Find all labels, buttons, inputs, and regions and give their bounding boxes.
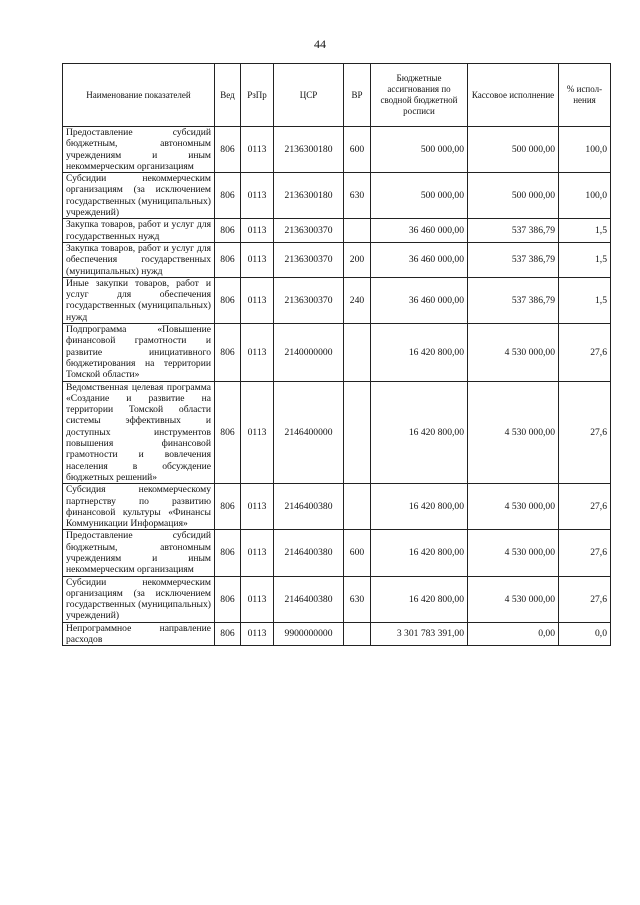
cell-csr: 2146400380: [274, 576, 344, 622]
cell-cash: 500 000,00: [468, 173, 559, 219]
cell-percent: 1,5: [559, 242, 611, 277]
cell-csr: 2146400000: [274, 381, 344, 484]
cell-vr: 240: [344, 277, 371, 323]
cell-csr: 2146400380: [274, 530, 344, 576]
cell-rzpr: 0113: [241, 242, 274, 277]
cell-percent: 27,6: [559, 530, 611, 576]
cell-cash: 537 386,79: [468, 219, 559, 243]
cell-percent: 100,0: [559, 127, 611, 173]
cell-csr: 2146400380: [274, 484, 344, 530]
cell-name: Непрограммное направление расходов: [63, 622, 215, 646]
cell-rzpr: 0113: [241, 622, 274, 646]
cell-percent: 27,6: [559, 484, 611, 530]
cell-budget: 500 000,00: [371, 173, 468, 219]
cell-rzpr: 0113: [241, 484, 274, 530]
table-header-row: [63, 64, 611, 127]
table-row: [63, 530, 611, 576]
cell-budget: 16 420 800,00: [371, 484, 468, 530]
cell-budget: 16 420 800,00: [371, 381, 468, 484]
cell-budget: 16 420 800,00: [371, 576, 468, 622]
cell-name: Предоставление субсидий бюджетным, автономным учреждениям и иным некоммерческим организациям: [63, 127, 215, 173]
cell-percent: 1,5: [559, 277, 611, 323]
cell-csr: 2136300180: [274, 127, 344, 173]
cell-cash: 500 000,00: [468, 127, 559, 173]
cell-budget: 500 000,00: [371, 127, 468, 173]
table-row: [63, 622, 611, 646]
cell-rzpr: 0113: [241, 381, 274, 484]
cell-percent: 1,5: [559, 219, 611, 243]
cell-percent: 27,6: [559, 576, 611, 622]
cell-rzpr: 0113: [241, 530, 274, 576]
cell-name: Субсидия некоммерческому партнерству по развитию финансовой культуры «Финансы Коммуникации Информация»: [63, 484, 215, 530]
cell-rzpr: 0113: [241, 127, 274, 173]
cell-name: Подпрограмма «Повышение финансовой грамотности и развитие инициативного бюджетирования на территории Томской области»: [63, 324, 215, 381]
header-rzpr: РзПр: [241, 64, 274, 127]
cell-ved: 806: [215, 219, 241, 243]
cell-csr: 2136300370: [274, 219, 344, 243]
table-row: [63, 381, 611, 484]
header-budget: Бюджетные ассигнования по сводной бюджетной росписи: [371, 64, 468, 127]
cell-ved: 806: [215, 242, 241, 277]
cell-cash: 537 386,79: [468, 277, 559, 323]
cell-rzpr: 0113: [241, 576, 274, 622]
cell-csr: 9900000000: [274, 622, 344, 646]
cell-name: Закупка товаров, работ и услуг для обеспечения государственных (муниципальных) нужд: [63, 242, 215, 277]
cell-percent: 27,6: [559, 324, 611, 381]
cell-rzpr: 0113: [241, 219, 274, 243]
cell-vr: [344, 484, 371, 530]
cell-budget: 36 460 000,00: [371, 277, 468, 323]
table-row: [63, 277, 611, 323]
cell-ved: 806: [215, 484, 241, 530]
cell-name: Закупка товаров, работ и услуг для государственных нужд: [63, 219, 215, 243]
cell-vr: 600: [344, 530, 371, 576]
table-row: [63, 127, 611, 173]
cell-ved: 806: [215, 127, 241, 173]
cell-name: Субсидии некоммерческим организациям (за исключением государственных (муниципальных) учреждений): [63, 576, 215, 622]
cell-vr: [344, 622, 371, 646]
cell-ved: 806: [215, 173, 241, 219]
cell-ved: 806: [215, 324, 241, 381]
cell-name: Ведомственная целевая программа «Создание и развитие на территории Томской области системы эффективных и доступных инструментов повышения финансовой грамотности и вовлечения населения в обсуждение бюджетных решений»: [63, 381, 215, 484]
cell-ved: 806: [215, 622, 241, 646]
header-name: Наименование показателей: [63, 64, 215, 127]
budget-execution-table: [62, 63, 611, 646]
header-vr: ВР: [344, 64, 371, 127]
cell-vr: 630: [344, 576, 371, 622]
header-percent: % испол- нения: [559, 64, 611, 127]
cell-vr: [344, 324, 371, 381]
cell-csr: 2140000000: [274, 324, 344, 381]
header-cash: Кассовое исполнение: [468, 64, 559, 127]
cell-rzpr: 0113: [241, 173, 274, 219]
cell-vr: [344, 381, 371, 484]
table-row: [63, 324, 611, 381]
cell-cash: 4 530 000,00: [468, 484, 559, 530]
cell-vr: 200: [344, 242, 371, 277]
cell-csr: 2136300370: [274, 277, 344, 323]
cell-ved: 806: [215, 530, 241, 576]
cell-name: Субсидии некоммерческим организациям (за исключением государственных (муниципальных) учреждений): [63, 173, 215, 219]
cell-percent: 27,6: [559, 381, 611, 484]
cell-rzpr: 0113: [241, 324, 274, 381]
cell-vr: 600: [344, 127, 371, 173]
table-row: [63, 219, 611, 243]
cell-vr: 630: [344, 173, 371, 219]
cell-cash: 4 530 000,00: [468, 530, 559, 576]
cell-cash: 0,00: [468, 622, 559, 646]
cell-cash: 4 530 000,00: [468, 324, 559, 381]
cell-ved: 806: [215, 576, 241, 622]
table-row: [63, 173, 611, 219]
cell-budget: 36 460 000,00: [371, 219, 468, 243]
cell-name: Предоставление субсидий бюджетным, автономным учреждениям и иным некоммерческим организациям: [63, 530, 215, 576]
table-row: [63, 242, 611, 277]
cell-budget: 16 420 800,00: [371, 530, 468, 576]
header-csr: ЦСР: [274, 64, 344, 127]
table-row: [63, 484, 611, 530]
cell-vr: [344, 219, 371, 243]
cell-budget: 16 420 800,00: [371, 324, 468, 381]
cell-ved: 806: [215, 277, 241, 323]
cell-budget: 36 460 000,00: [371, 242, 468, 277]
cell-name: Иные закупки товаров, работ и услуг для обеспечения государственных (муниципальных) нужд: [63, 277, 215, 323]
header-ved: Вед: [215, 64, 241, 127]
cell-cash: 537 386,79: [468, 242, 559, 277]
cell-csr: 2136300180: [274, 173, 344, 219]
cell-percent: 0,0: [559, 622, 611, 646]
cell-rzpr: 0113: [241, 277, 274, 323]
cell-budget: 3 301 783 391,00: [371, 622, 468, 646]
page-number: 44: [314, 37, 326, 51]
cell-cash: 4 530 000,00: [468, 576, 559, 622]
cell-ved: 806: [215, 381, 241, 484]
cell-percent: 100,0: [559, 173, 611, 219]
cell-cash: 4 530 000,00: [468, 381, 559, 484]
cell-csr: 2136300370: [274, 242, 344, 277]
table-row: [63, 576, 611, 622]
table-body: [63, 127, 611, 646]
